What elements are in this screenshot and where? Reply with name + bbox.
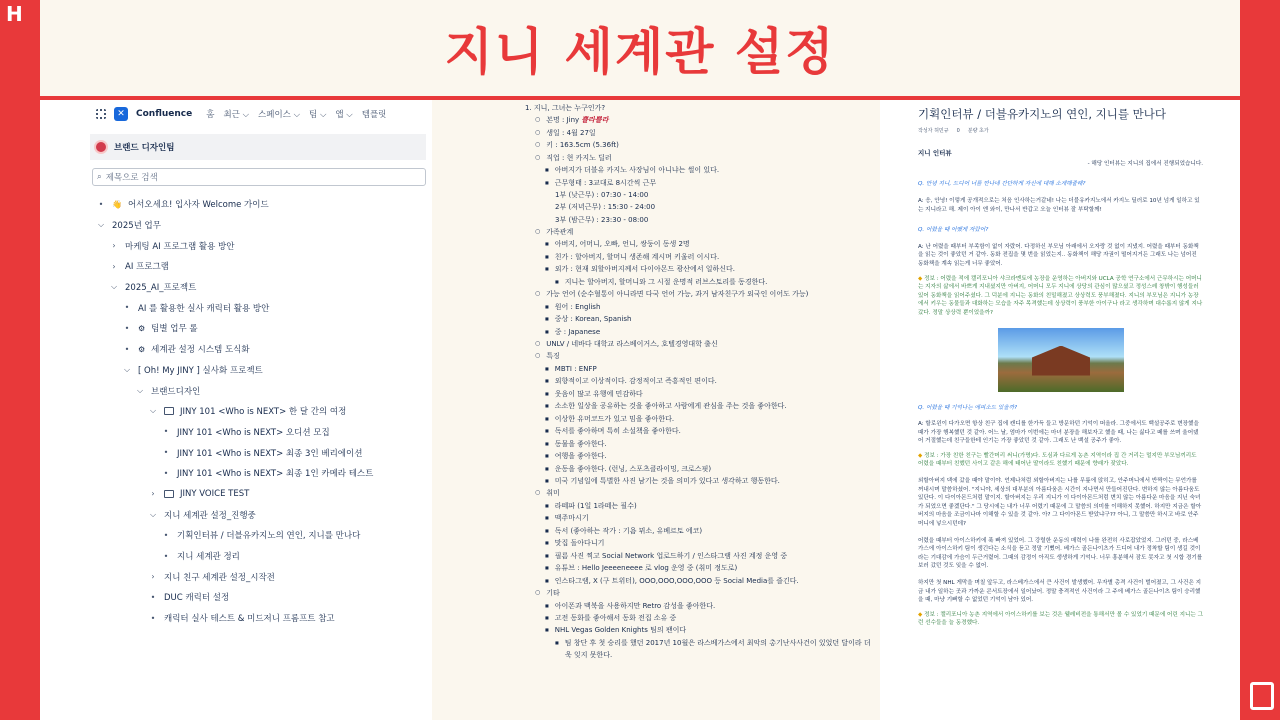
doc-line [475, 139, 875, 151]
list-bullet-icon: ■ [555, 639, 559, 645]
section-heading: 지니 인터뷰 [918, 149, 952, 158]
sidebar-tree-item[interactable] [40, 194, 432, 215]
confluence-panel [40, 100, 432, 720]
list-bullet-icon: ■ [545, 515, 549, 521]
list-bullet-icon: ○ [535, 141, 541, 149]
article-meta [918, 127, 1240, 136]
sidebar-tree-item[interactable] [40, 401, 432, 422]
doc-line [475, 189, 875, 201]
doc-line [475, 525, 875, 537]
doc-line [475, 238, 875, 250]
diamond-icon: ◆ [918, 275, 925, 282]
list-bullet-icon: ■ [545, 378, 549, 384]
corner-logo: H [6, 2, 23, 26]
list-bullet-icon: ○ [535, 290, 541, 298]
doc-line [475, 475, 875, 487]
interview-answer: A: 난 어렸을 때부터 부족함이 없이 자랐어. 다정하신 부모님 아래에서 오자랑 것 없이 지냈지. 어렸을 때부터 동화책을 읽는 것이 좋았던 거 같아. 동화 전집을 몇 번을 읽었는지.. 동화책이 해당 자권이 떨어지거든 그래도 나는 넘어진 동화책을 계속 읽는게 너무 좋았어. [918, 243, 1199, 267]
bullet-icon: • [163, 448, 169, 458]
doc-line-text: 유튜브 : Hello Jeeeeneeee 로 vlog 운영 중 (취미 정도로) [554, 564, 738, 573]
doc-line [475, 512, 875, 524]
list-bullet-icon: ■ [545, 403, 549, 409]
bullet-icon: • [163, 551, 169, 561]
article-note: - 해당 인터뷰는 지니의 집에서 진행되었습니다. [1087, 160, 1203, 167]
doc-line-text: 1. 지니, 그녀는 누구인가? [525, 104, 606, 112]
list-bullet-icon: ■ [545, 266, 549, 272]
interview-answer: A: 응, 안녕! 이렇게 공개적으로는 처음 인사하는거같네! 나는 더블유카지노에서 카지노 딜러로 10년 넘게 일하고 있는 지니라고 해. 제이 아이 엔 와이, 만나서 반갑고 오늘 인터뷰 잘 부탁할께! [918, 197, 1200, 213]
sidebar-item-label: JINY 101 <Who is NEXT> 오디션 모집 [177, 427, 330, 438]
chevron-icon[interactable]: › [151, 489, 155, 499]
bullet-icon: • [163, 468, 169, 478]
doc-line-text: 독서 (좋아하는 작가 : 기욤 뮈소, 유베르토 에코) [554, 526, 703, 535]
top-nav [206, 108, 386, 120]
sidebar-tree-item[interactable] [40, 546, 432, 567]
red-divider [0, 96, 1240, 100]
doc-line-text: 중상 : Korean, Spanish [554, 315, 632, 324]
list-bullet-icon: ○ [535, 128, 541, 136]
doc-line-text: 웃음이 많고 유행에 민감하다 [554, 389, 643, 398]
doc-line-text: 동물을 좋아한다. [554, 439, 607, 448]
sidebar-tree-item[interactable] [40, 380, 432, 401]
doc-line [475, 214, 875, 226]
doc-line [475, 363, 875, 375]
page-emoji-icon: ⚙ [138, 344, 146, 354]
doc-line [475, 201, 875, 213]
list-bullet-icon: ○ [535, 153, 541, 161]
chevron-icon[interactable]: ⌵ [136, 385, 144, 395]
doc-line [475, 177, 875, 189]
search-icon: ⌕ [97, 172, 102, 182]
doc-line-text: 직업 : 현 카지노 딜러 [546, 153, 612, 162]
list-bullet-icon: ■ [545, 390, 549, 396]
list-bullet-icon: ■ [545, 440, 549, 446]
interview-answer: 하지만 첫 NHL 게막을 며칠 앞두고, 라스베가스에서 큰 사건이 발생했어. 무자별 총격 사건이 벌어졌고, 그 사건은 지금 내가 일하는 곳과 가까운 콘서트장에서 일어났어. 정말 충격적인 사건이라 그 주에 베가스 골든나이츠 팀이 승리했을 때, 마냥 기뻐할 수 없었던 기억이 남아 있어. [918, 580, 1202, 604]
page-tree [40, 194, 432, 628]
sidebar-tree-item[interactable] [40, 504, 432, 525]
space-header[interactable] [90, 134, 426, 160]
doc-line-text: 고전 동화를 좋아해서 동화 전집 소유 중 [554, 614, 677, 623]
space-avatar-icon [94, 140, 108, 154]
slide [40, 0, 1240, 720]
interview-article [880, 100, 1240, 720]
doc-line [475, 649, 875, 661]
list-bullet-icon: ○ [535, 489, 541, 497]
list-bullet-icon: ■ [545, 365, 549, 371]
bullet-icon: • [150, 613, 156, 623]
diamond-icon: ◆ [918, 452, 925, 459]
list-bullet-icon: ■ [545, 253, 549, 259]
list-bullet-icon: ■ [545, 167, 549, 173]
info-callout [918, 611, 1203, 628]
brand-name[interactable]: Confluence [136, 109, 193, 119]
doc-line-text: 1부 (낮근무) : 07:30 - 14:00 [555, 191, 649, 200]
sidebar-item-label: AI 를 활용한 실사 캐릭터 활용 방안 [138, 303, 270, 314]
doc-line-text: 친가 : 할아버지, 할머니 생존해 계시며 키울러 이시다. [554, 252, 720, 261]
doc-line-text: 본명 : Jiny [546, 116, 582, 125]
doc-line [475, 388, 875, 400]
doc-line [475, 450, 875, 462]
doc-line [475, 263, 875, 275]
interview-answer: 어렸을 때부터 아이스하키에 푹 빠져 있었어. 그 강렬한 운동의 매력이 나를 완전히 사로잡았었지. 그러던 중, 라스베가스에 아이스하키 팀이 생긴다는 소식을 듣고 정말 기뻤어. 베가스 골든나이츠가 드디어 내가 정착할 팀이 생길 것이라는 기대감에 가슴이 두근거렸어. 그때의 감정이 아직도 생생하게 기억나. 너무 흥분해서 잠도 못자고 첫 시합 경기를 보러 갔던 것도 잊을 수 없어. [918, 537, 1203, 570]
doc-line [475, 587, 875, 599]
chevron-icon[interactable]: ⌵ [97, 220, 105, 230]
sidebar-tree-item[interactable] [40, 339, 432, 360]
top-nav-item[interactable]: 앱 ⌵ [335, 110, 353, 120]
sidebar-tree-item[interactable] [40, 463, 432, 484]
sidebar-item-label: [ Oh! My JINY ] 실사화 프로젝트 [138, 365, 263, 376]
doc-line-text: MBTI : ENFP [554, 365, 597, 374]
doc-line [475, 164, 875, 176]
info-callout-text: 정보 : 어렸을 적에 캘리포니아 샤크라멘토에 농장을 운영하는 아버지와 UCLA 공학 연구소에서 근무하시는 어머니는 지자의 삶에서 바쁘게 지내셨지만 아버지, 어머니 모두 지니에 상당의 관심이 많으셨고 정성스레 창밖이 행성들러있어 동화책을 읽어주셨다. 그 덕분에 지니는 동화의 친밀해졌고 상상력도 풍부해졌다. 지니의 부모님은 지니가 농장에서 키우는 동물들과 대화하는 모습을 자주 목격했는데 상상력이 풍부한 아이구나 라고 생각하며 대수롭지 않게 지나갔다. 정말 상상력 뿐이었을까? [918, 275, 1203, 316]
doc-line-text: 지니는 할아버지, 할머니와 그 시절 운명적 러브스토리를 동경한다. [564, 277, 768, 286]
doc-line-text: 원어 : English [554, 302, 601, 311]
doc-line [475, 350, 875, 362]
doc-line [475, 400, 875, 412]
diamond-icon: ◆ [918, 611, 925, 618]
doc-line [475, 612, 875, 624]
doc-line-text: 미국 기념일에 특별한 사진 남기는 것을 의미가 있다고 생각하고 행동한다. [554, 477, 780, 486]
interview-question: Q. 어렸을 때 기억나는 에피소드 있을까? [918, 404, 1018, 411]
list-bullet-icon: ■ [545, 602, 549, 608]
list-bullet-icon: ■ [545, 527, 549, 533]
bullet-icon: • [124, 303, 130, 313]
sidebar-item-label: 캐릭터 실사 테스트 & 미드저니 프롬프트 참고 [164, 614, 335, 625]
doc-line-text: 여행을 좋아한다. [554, 452, 607, 461]
doc-line-text: 중 : Japanese [554, 327, 601, 336]
doc-line [475, 550, 875, 562]
sidebar-item-label: 지니 세계관 설정_진행중 [164, 510, 256, 521]
list-bullet-icon: ○ [535, 339, 541, 347]
doc-line [475, 127, 875, 139]
chevron-icon[interactable]: ⌵ [110, 282, 118, 292]
doc-line-text: 이상한 유머코드가 있고 밈을 좋아한다. [554, 414, 675, 423]
house-photo [998, 328, 1124, 392]
doc-line-text: 가족관계 [546, 228, 574, 237]
search-placeholder: 제목으로 검색 [105, 173, 158, 183]
sidebar-tree-item[interactable] [40, 484, 432, 505]
bullet-icon: • [150, 592, 156, 602]
doc-line-text: 아버지, 어머니, 오빠, 언니, 쌍둥이 동생 2명 [554, 240, 690, 249]
doc-line-text: 근무형태 : 3교대로 8시간씩 근무 [554, 178, 657, 187]
doc-line-text: 3부 (밤근무) : 23:30 - 08:00 [555, 215, 649, 224]
doc-line-text: 욱 잊지 못한다. [565, 651, 613, 660]
chevron-icon[interactable]: ⌵ [123, 364, 131, 374]
list-bullet-icon: ○ [535, 116, 541, 124]
doc-line [475, 537, 875, 549]
interview-question: Q. 안녕 지니, 드디어 너를 만나네 간단하게 자신에 대해 소개해줄래? [918, 181, 1086, 188]
sidebar-item-label: 팀별 업무 롤 [151, 324, 198, 335]
sidebar-item-label: 2025년 업무 [112, 221, 161, 232]
doc-line [475, 375, 875, 387]
sidebar-item-label: 기획인터뷰 / 더블유카지노의 연인, 지니를 만나다 [177, 531, 361, 542]
chevron-icon[interactable]: › [112, 261, 116, 271]
list-bullet-icon: ■ [545, 428, 549, 434]
interview-answer: A: 할로윈이 다가오면 항상 친구 집에 캔디를 한가득 들고 방문하던 기억이 떠올라. 그중에서도 백설공주로 변장했을 때가 가장 행복했던 것 같아. 어느 날, 엄마가 이번에는 마녀 분장을 해보자고 했을 때, 나는 싫다고 떼를 쓰며 울어댔어 거절했는데 친구들한테 인기는 가장 좋았던 것 같아. 그래도 난 백설 공주가 좋아. [918, 421, 1199, 445]
sidebar-tree-item[interactable] [40, 422, 432, 443]
sidebar-tree-item[interactable] [40, 277, 432, 298]
doc-line-text: 필름 사진 찍고 Social Network 업로드하기 / 인스타그램 사진 계정 운영 중 [554, 551, 788, 560]
doc-line [475, 438, 875, 450]
character-doc [475, 102, 875, 720]
article-title: 기획인터뷰 / 더블유카지노의 연인, 지니를 만나다 [918, 107, 1166, 121]
info-callout-text: 정보 : 가장 친한 친구는 빨간머리 써니(가명)다. 도심과 다르게 농촌 지역이라 집 간 거리는 멀지만 부모님끼리도 어렸을 때부터 친했던 사이고 같은 해에 태어난 딸이라도 친했기 때문에 향래가 잦았다. [918, 452, 1197, 468]
doc-line [475, 152, 875, 164]
doc-line-text: 운동을 좋아한다. (런닝, 스포츠클라이밍, 크로스핏) [554, 464, 712, 473]
title-area [40, 0, 1240, 96]
doc-line [475, 114, 875, 126]
sidebar-tree-item[interactable] [40, 608, 432, 629]
interview-question: Q. 어렸을 때 어땠게 자랐어? [918, 227, 989, 234]
sidebar-item-label: 지니 친구 세계관 설정_시작전 [164, 572, 275, 583]
sidebar-tree-item[interactable] [40, 360, 432, 381]
confluence-topbar [40, 100, 432, 128]
top-nav-item[interactable]: 최근 ⌵ [223, 110, 250, 120]
doc-line [475, 637, 875, 649]
sidebar-item-label: 세계관 설정 시스템 도식화 [151, 345, 250, 356]
doc-line-text: 가능 언어 (순수혈통이 아니라면 다국 언어 가능, 과거 남자친구가 외국인 이어도 가능) [546, 290, 809, 299]
doc-line-text: 키 : 163.5cm (5.36ft) [546, 141, 619, 150]
doc-line [475, 500, 875, 512]
doc-line [475, 562, 875, 574]
list-bullet-icon: ■ [545, 328, 549, 334]
list-bullet-icon: ■ [545, 577, 549, 583]
sidebar-item-label: JINY 101 <Who is NEXT> 최종 3인 베리에이션 [177, 448, 363, 459]
doc-line [475, 624, 875, 636]
corner-badge-icon [1250, 682, 1274, 710]
sidebar-item-label: 어서오세요! 입사자 Welcome 가이드 [127, 200, 269, 211]
bullet-icon: • [98, 199, 104, 209]
sidebar-item-label: 마케팅 AI 프로그램 활용 방안 [125, 241, 235, 252]
top-nav-item[interactable]: 홈 [206, 110, 215, 120]
sidebar-tree-item[interactable] [40, 566, 432, 587]
article-meta-item: 분량 초가 [967, 127, 989, 134]
list-bullet-icon: ■ [545, 540, 549, 546]
list-bullet-icon: ■ [545, 179, 549, 185]
article-meta-item: 작성자 허민규 [918, 127, 949, 134]
list-bullet-icon: ○ [535, 352, 541, 360]
top-nav-item[interactable]: 팀 ⌵ [309, 110, 327, 120]
list-bullet-icon: ■ [545, 241, 549, 247]
sidebar-tree-item[interactable] [40, 587, 432, 608]
sidebar-item-label: 브랜드디자인 [151, 386, 201, 397]
doc-line [475, 288, 875, 300]
doc-line [475, 600, 875, 612]
list-bullet-icon: ■ [545, 316, 549, 322]
doc-line-text: 특징 [546, 352, 560, 361]
sidebar-tree-item[interactable] [40, 318, 432, 339]
doc-line [475, 226, 875, 238]
chevron-icon[interactable]: ⌵ [149, 406, 157, 416]
page-search-input[interactable] [92, 168, 426, 186]
doc-line [475, 425, 875, 437]
list-bullet-icon: ■ [555, 278, 559, 284]
doc-line-text: 라떼파 (1일 1라떼는 필수) [554, 502, 637, 511]
bullet-icon: • [124, 344, 130, 354]
page-emoji-icon: ⚙ [138, 323, 146, 333]
list-bullet-icon: ■ [545, 303, 549, 309]
doc-line-text: 2부 (저녁근무) : 15:30 - 24:00 [555, 203, 656, 212]
sidebar-item-label: JINY 101 <Who is NEXT> 최종 1인 카메라 테스트 [177, 469, 374, 480]
bullet-icon: • [124, 323, 130, 333]
doc-line [475, 463, 875, 475]
doc-line-text: 맥주마시기 [554, 514, 589, 523]
sidebar-tree-item[interactable] [40, 297, 432, 318]
doc-line-text: 독서를 좋아하며 특히 소설책을 좋아한다. [554, 427, 681, 436]
bullet-icon: • [163, 427, 169, 437]
doc-line-text: 외향적이고 이상적이다. 감정적이고 즉흥적인 편이다. [554, 377, 717, 386]
sidebar-item-label: AI 프로그램 [125, 262, 169, 273]
info-callout [918, 275, 1203, 318]
bullet-icon: • [163, 530, 169, 540]
sidebar-tree-item[interactable] [40, 235, 432, 256]
highlight-name: 쁠라쁠라 [581, 116, 609, 125]
doc-line-text: 팀 창단 후 첫 승리를 했던 2017년 10월은 라스베가스에서 최악의 총기난사사건이 있었던 달이라 더 [564, 639, 871, 648]
list-bullet-icon: ■ [545, 627, 549, 633]
list-bullet-icon: ■ [545, 415, 549, 421]
doc-line-text: 아버지가 더블유 카지노 사장님이 아니냐는 썰이 있다. [554, 166, 720, 175]
folder-icon [164, 407, 174, 415]
article-meta-item: 0 [956, 127, 960, 134]
chevron-icon[interactable]: › [151, 572, 155, 582]
space-name: 브랜드 디자인팀 [114, 143, 175, 153]
confluence-logo-icon[interactable]: ✕ [114, 107, 128, 121]
sidebar-tree-item[interactable] [40, 215, 432, 236]
list-bullet-icon: ■ [545, 614, 549, 620]
interview-answer: 외할아버지 댁에 갔을 때야 말이야. 언제나처럼 외할아버지는 나를 무릎에 앉히고, 안주머니에서 반짝이는 무언가를 꺼내시며 말씀하셨어. "지니야, 세상의 대부분의 아름다움은 시간이 지나면서 만들어진단다. 변하지 않는 아름다움도 있단다. 이 다이아몬드처럼 말이지. 할아버지는 우리 지니가 이 다이아몬드처럼 변치 않는 아름다운 마음을 지닌 숙녀가 되었으면 좋겠단다." 그 당시에는 내가 너무 어렸기 때문에 그 말씀의 의미를 이해하지 못했어. 하지만 지금은 할아버지의 마음을 조금이나마 이해할 수 있을 것 같아. 아? 그 다이아몬드 받았냐구?? 아니, 그 말씀만 하시고 바로 안주머니에 넣으시던데? [918, 478, 1202, 528]
doc-line-text: NHL Vegas Golden Knights 팀의 팬이다 [554, 626, 687, 635]
doc-line [475, 413, 875, 425]
info-callout [918, 452, 1203, 469]
sidebar-item-label: 지니 세계관 정리 [177, 552, 240, 563]
sidebar-item-label: JINY 101 <Who is NEXT> 한 달 간의 여정 [180, 407, 347, 418]
doc-line-text: 아이폰과 맥북을 사용하지만 Retro 감성을 좋아한다. [554, 601, 716, 610]
page-emoji-icon: 👋 [112, 199, 122, 209]
list-bullet-icon: ■ [545, 565, 549, 571]
chevron-icon[interactable]: ⌵ [149, 509, 157, 519]
doc-line [475, 301, 875, 313]
list-bullet-icon: ■ [545, 552, 549, 558]
doc-line-text: 외가 : 현재 외할아버지께서 다이아몬드 광산에서 일하신다. [554, 265, 736, 274]
top-nav-item[interactable]: 스페이스 ⌵ [258, 110, 301, 120]
sidebar-item-label: 2025_AI_프로젝트 [125, 283, 197, 294]
doc-line-text: 인스타그램, X (구 트위터), OOO,OOO,OOO,OOO 등 Social Media를 즐긴다. [554, 576, 799, 585]
doc-line [475, 276, 875, 288]
list-bullet-icon: ■ [545, 465, 549, 471]
app-switcher-icon[interactable] [96, 109, 106, 119]
doc-line-text: 취미 [546, 489, 560, 498]
doc-line-text: 생일 : 4월 27일 [546, 128, 596, 137]
list-bullet-icon: ■ [545, 502, 549, 508]
list-bullet-icon: ■ [545, 477, 549, 483]
doc-line [475, 487, 875, 499]
article-body [918, 180, 1240, 628]
sidebar-tree-item[interactable] [40, 256, 432, 277]
doc-line [475, 251, 875, 263]
sidebar-item-label: JINY VOICE TEST [180, 488, 250, 499]
doc-line [475, 102, 875, 114]
chevron-icon[interactable]: › [112, 241, 116, 251]
list-bullet-icon: ■ [545, 453, 549, 459]
doc-line-text: 맛집 돌아다니기 [554, 539, 605, 548]
doc-line-text: 소소한 일상을 공유하는 것을 좋아하고 사람에게 관심을 주는 것을 좋아한다. [554, 402, 787, 411]
doc-line-text: 기타 [546, 589, 560, 598]
info-callout-text: 정보 : 캘리포니아 농촌 지역에서 아이스하키를 보는 것은 웰레비전을 통해서만 볼 수 있었기 때문에 어린 지니는 그런 선수들을 늘 동경했다. [918, 611, 1203, 627]
doc-line [475, 326, 875, 338]
doc-line [475, 338, 875, 350]
sidebar-item-label: DUC 캐릭터 설정 [164, 593, 230, 604]
folder-icon [164, 490, 174, 498]
sidebar-tree-item[interactable] [40, 442, 432, 463]
doc-line [475, 313, 875, 325]
list-bullet-icon: ○ [535, 589, 541, 597]
page-title: 지니 세계관 설정 [444, 23, 836, 81]
doc-line [475, 575, 875, 587]
sidebar-tree-item[interactable] [40, 525, 432, 546]
list-bullet-icon: ○ [535, 227, 541, 235]
doc-line-text: UNLV / 네바다 대학교 라스베이거스, 호텔경영대학 출신 [546, 340, 718, 349]
top-nav-item[interactable]: 템플릿 [361, 110, 387, 120]
